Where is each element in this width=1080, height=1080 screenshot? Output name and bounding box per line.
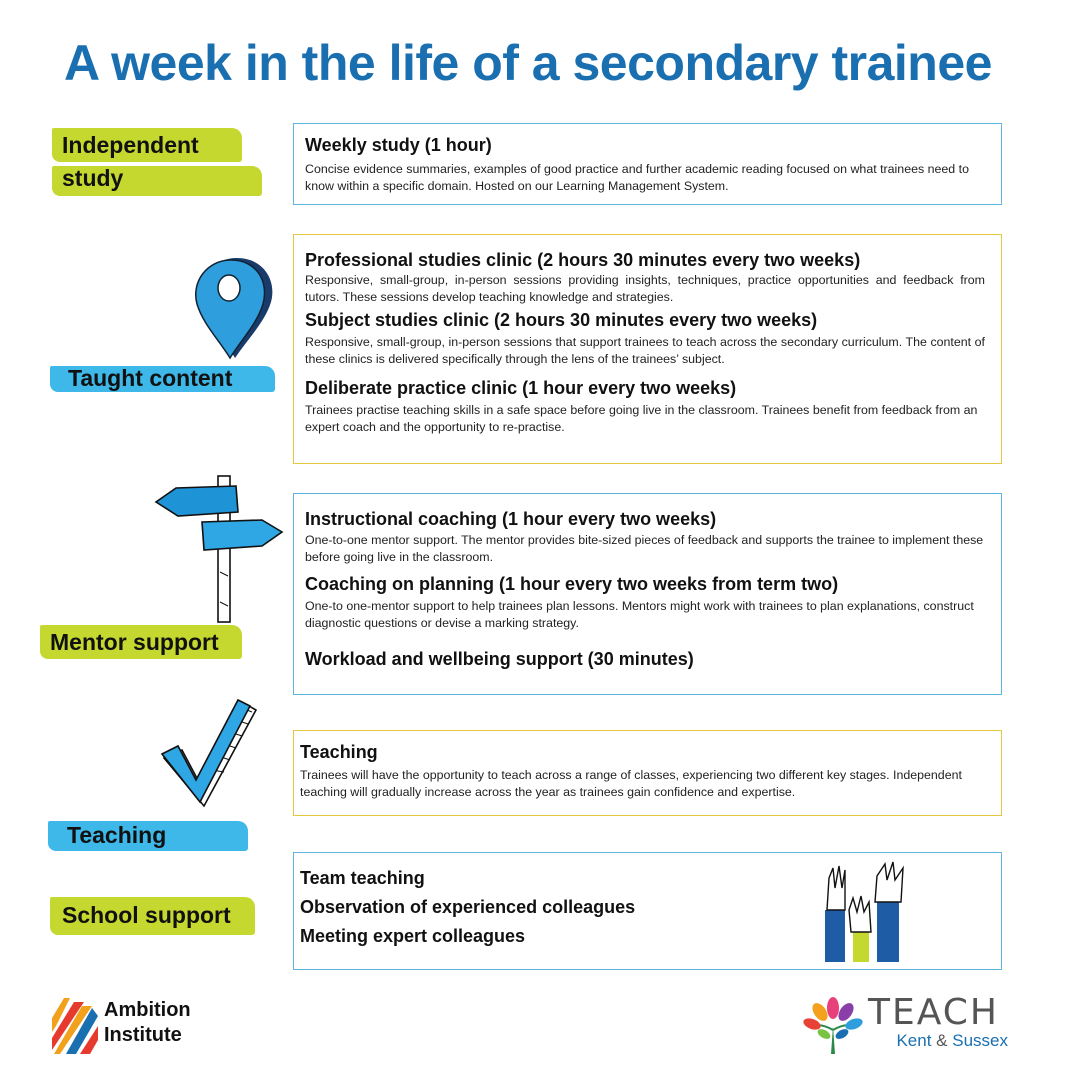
signpost-icon: [150, 472, 290, 627]
professional-studies-heading: Professional studies clinic (2 hours 30 minutes every two weeks): [305, 250, 861, 270]
teaching-body: Trainees will have the opportunity to teach across a range of classes, experiencing two different key stages. Independent teaching will gradually increase across the year as trainees gain confidence and expertise.: [300, 768, 962, 799]
subject-studies-heading: Subject studies clinic (2 hours 30 minutes every two weeks): [305, 310, 818, 330]
deliberate-practice-body: Trainees practise teaching skills in a safe space before going live in the classroom. Trainees benefit from feedback from an expert coach and the opportunity to re-practise.: [305, 403, 978, 434]
teaching-box: [293, 730, 1002, 816]
subject-studies-body: Responsive, small-group, in-person sessions that support trainees to teach across the secondary curriculum. The content of these clinics is delivered specifically through the lens of the trainees’ subject.: [305, 335, 985, 366]
coaching-planning-heading: Coaching on planning (1 hour every two weeks from term two): [305, 574, 839, 594]
coaching-planning-body: One-to one-mentor support to help trainees plan lessons. Mentors might work with trainees to plan explanations, construct diagnostic questions or devise a marking strategy.: [305, 599, 974, 630]
taught-content-box: [293, 234, 1002, 464]
category-taught-content: Taught content: [68, 365, 233, 391]
teaching-heading: Teaching: [300, 742, 378, 762]
map-pin-icon: [185, 254, 280, 364]
meeting-colleagues-item: Meeting expert colleagues: [300, 926, 526, 946]
checkmark-icon: [160, 698, 260, 810]
category-teaching: Teaching: [67, 822, 167, 848]
mentor-support-box: [293, 493, 1002, 695]
ambition-logo-line1: Ambition: [104, 999, 191, 1021]
independent-study-box: [293, 123, 1002, 205]
instructional-coaching-heading: Instructional coaching (1 hour every two weeks): [305, 509, 717, 529]
professional-studies-body: Responsive, small-group, in-person sessions providing insights, techniques, practice opportunities and feedback from tutors. These sessions develop teaching knowledge and strategies.: [305, 273, 985, 304]
weekly-study-heading: Weekly study (1 hour): [305, 135, 492, 155]
workload-wellbeing-heading: Workload and wellbeing support (30 minutes): [305, 649, 694, 669]
ambition-logo-line2: Institute: [104, 1024, 182, 1046]
ambition-stripes-logo: [52, 998, 98, 1054]
teach-logo-kent: Kent: [896, 1031, 932, 1050]
teach-logo-sussex: Sussex: [952, 1031, 1008, 1050]
instructional-coaching-body: One-to-one mentor support. The mentor provides bite-sized pieces of feedback and supports the trainee to implement these before going live in the classroom.: [305, 533, 984, 564]
teach-tree-logo: [800, 996, 866, 1056]
category-mentor-support: Mentor support: [50, 629, 219, 655]
teach-logo-subtitle: [868, 1031, 1008, 1051]
category-independent-study: Independent study: [62, 132, 199, 191]
team-teaching-item: Team teaching: [300, 868, 425, 888]
teach-logo-amp: &: [936, 1031, 948, 1050]
category-school-support: School support: [62, 902, 231, 928]
ambition-logo-text: [104, 998, 191, 1048]
raised-hands-icon: [815, 858, 915, 964]
deliberate-practice-heading: Deliberate practice clinic (1 hour every two weeks): [305, 378, 737, 398]
teach-logo-word: TEACH: [868, 992, 999, 1033]
teach-logo-text: [868, 992, 1008, 1051]
weekly-study-body: Concise evidence summaries, examples of good practice and further academic reading focused on what trainees need to know within a specific domain. Hosted on our Learning Management System.: [305, 162, 969, 193]
page-title: A week in the life of a secondary trainee: [64, 35, 992, 91]
observation-item: Observation of experienced colleagues: [300, 897, 636, 917]
